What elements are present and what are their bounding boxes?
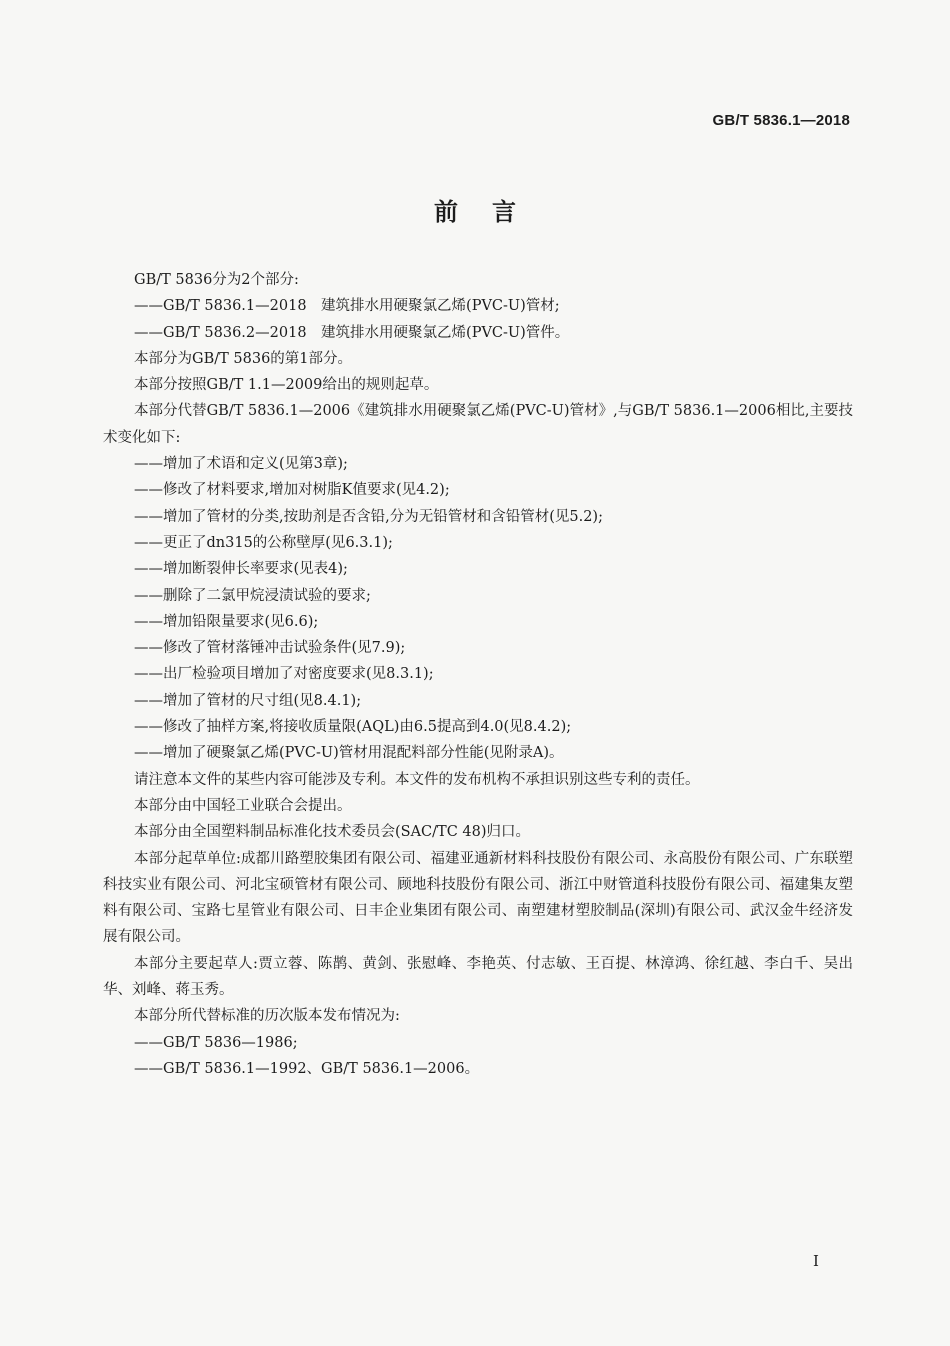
history-item: ——GB/T 5836—1986;	[134, 1034, 298, 1051]
this-part-paragraph: 本部分为GB/T 5836的第1部分。	[134, 350, 353, 367]
intro-paragraph: GB/T 5836分为2个部分:	[134, 272, 299, 288]
change-item: ——增加铅限量要求(见6.6);	[134, 613, 319, 630]
change-item: ——增加了术语和定义(见第3章);	[134, 456, 348, 473]
change-item: ——更正了dn315的公称壁厚(见6.3.1);	[134, 534, 393, 551]
page-title: 前言	[434, 198, 550, 226]
drafters-paragraph: 本部分主要起草人:贾立蓉、陈鹊、黄剑、张慰峰、李艳英、付志敏、王百提、林漳鸿、徐红越、李白千、吴出华、刘峰、蒋玉秀。	[103, 955, 853, 999]
part-list-item: ——GB/T 5836.1—2018 建筑排水用硬聚氯乙烯(PVC-U)管材;	[134, 298, 560, 315]
centralized-by-paragraph: 本部分由全国塑料制品标准化技术委员会(SAC/TC 48)归口。	[134, 824, 531, 841]
change-item: ——修改了管材落锤冲击试验条件(见7.9);	[134, 640, 406, 657]
proposed-by-paragraph: 本部分由中国轻工业联合会提出。	[134, 797, 352, 814]
history-intro-paragraph: 本部分所代替标准的历次版本发布情况为:	[134, 1008, 400, 1025]
page-number: I	[813, 1252, 819, 1270]
change-item: ——增加了管材的尺寸组(见8.4.1);	[134, 692, 362, 709]
document-body	[103, 267, 853, 1082]
change-item: ——增加了硬聚氯乙烯(PVC-U)管材用混配料部分性能(见附录A)。	[134, 745, 564, 762]
replaces-paragraph: 本部分代替GB/T 5836.1—2006《建筑排水用硬聚氯乙烯(PVC-U)管材》,与GB/T 5836.1—2006相比,主要技术变化如下:	[103, 403, 853, 446]
history-item: ——GB/T 5836.1—1992、GB/T 5836.1—2006。	[134, 1060, 480, 1077]
standard-code: GB/T 5836.1—2018	[712, 112, 850, 129]
change-item: ——出厂检验项目增加了对密度要求(见8.3.1);	[134, 666, 434, 683]
part-list-item: ——GB/T 5836.2—2018 建筑排水用硬聚氯乙烯(PVC-U)管件。	[134, 324, 570, 341]
drafting-units-paragraph: 本部分起草单位:成都川路塑胶集团有限公司、福建亚通新材料科技股份有限公司、永高股份有限公司、广东联塑科技实业有限公司、河北宝硕管材有限公司、顾地科技股份有限公司、浙江中财管道科技股份有限公司、福建集友塑料有限公司、宝路七星管业有限公司、日丰企业集团有限公司、南塑建材塑胶制品(深圳)有限公司、武汉金牛经济发展有限公司。	[103, 850, 853, 946]
drafting-rules-paragraph: 本部分按照GB/T 1.1—2009给出的规则起草。	[134, 377, 439, 394]
change-item: ——删除了二氯甲烷浸渍试验的要求;	[134, 587, 371, 604]
change-item: ——增加断裂伸长率要求(见表4);	[134, 561, 348, 578]
patent-notice: 请注意本文件的某些内容可能涉及专利。本文件的发布机构不承担识别这些专利的责任。	[134, 771, 700, 788]
change-item: ——修改了材料要求,增加对树脂K值要求(见4.2);	[134, 482, 450, 499]
change-item: ——增加了管材的分类,按助剂是否含铅,分为无铅管材和含铅管材(见5.2);	[134, 508, 603, 525]
change-item: ——修改了抽样方案,将接收质量限(AQL)由6.5提高到4.0(见8.4.2);	[134, 719, 572, 736]
